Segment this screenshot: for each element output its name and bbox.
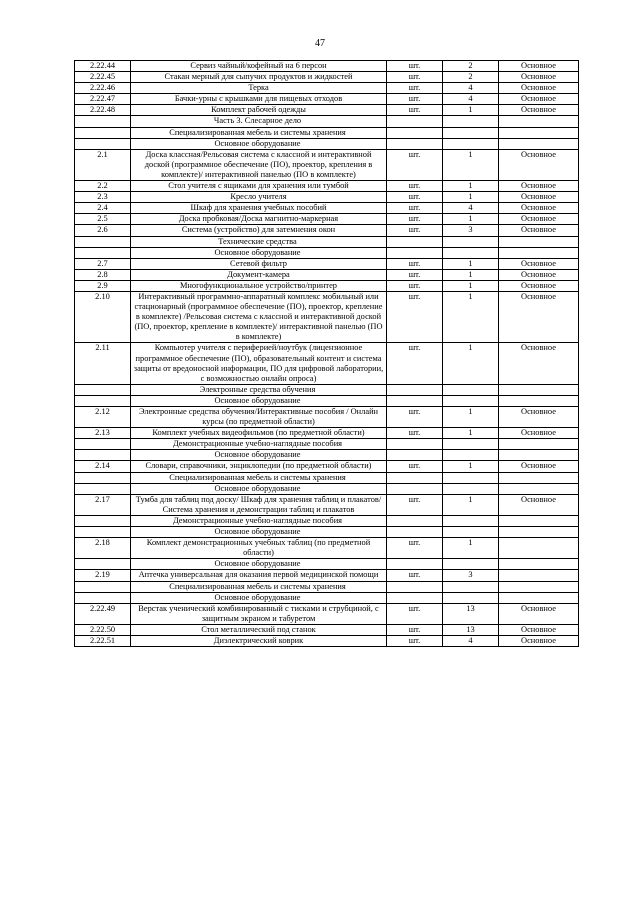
unit-cell xyxy=(387,395,443,406)
item-name-cell: Интерактивный программно-аппаратный комплекс мобильный или стационарный (программное обеспечение (ПО), проектор, крепление в комплекте) /Рельсовая система с классной и интерактивной доской (ПО, проектор, крепление в комплекте)/ интерактивной панелью (ПО в комплекте) xyxy=(131,291,387,342)
equipment-type-cell: Основное xyxy=(499,428,579,439)
item-name-cell: Документ-камера xyxy=(131,269,387,280)
equipment-type-cell xyxy=(499,483,579,494)
equipment-type-cell: Основное xyxy=(499,343,579,384)
quantity-cell: 1 xyxy=(443,269,499,280)
item-name-cell: Шкаф для хранения учебных пособий xyxy=(131,203,387,214)
table-row xyxy=(75,72,579,83)
equipment-type-cell: Основное xyxy=(499,181,579,192)
row-number-cell xyxy=(75,138,131,149)
item-name-cell: Электронные средства обучения xyxy=(131,384,387,395)
unit-cell xyxy=(387,527,443,538)
item-name-cell: Верстак ученический комбинированный с тисками и струбциной, с защитным экраном и табуретом xyxy=(131,603,387,624)
quantity-cell: 1 xyxy=(443,105,499,116)
item-name-cell: Основное оборудование xyxy=(131,559,387,570)
row-number-cell: 2.2 xyxy=(75,181,131,192)
table-row xyxy=(75,291,579,342)
quantity-cell: 4 xyxy=(443,635,499,646)
equipment-type-cell: Основное xyxy=(499,269,579,280)
quantity-cell xyxy=(443,592,499,603)
section-heading-row xyxy=(75,581,579,592)
row-number-cell xyxy=(75,127,131,138)
quantity-cell xyxy=(443,247,499,258)
equipment-type-cell xyxy=(499,439,579,450)
section-heading-row xyxy=(75,384,579,395)
page-number: 47 xyxy=(315,38,325,49)
equipment-type-cell: Основное xyxy=(499,203,579,214)
equipment-type-cell: Основное xyxy=(499,61,579,72)
section-heading-row xyxy=(75,483,579,494)
table-row xyxy=(75,203,579,214)
row-number-cell: 2.22.45 xyxy=(75,72,131,83)
quantity-cell xyxy=(443,395,499,406)
unit-cell: шт. xyxy=(387,61,443,72)
quantity-cell xyxy=(443,116,499,127)
item-name-cell: Демонстрационные учебно-наглядные пособия xyxy=(131,515,387,526)
table-body xyxy=(75,61,579,647)
item-name-cell: Специализированная мебель и системы хранения xyxy=(131,127,387,138)
section-heading-row xyxy=(75,116,579,127)
equipment-type-cell xyxy=(499,559,579,570)
item-name-cell: Стол металлический под станок xyxy=(131,624,387,635)
row-number-cell: 2.12 xyxy=(75,407,131,428)
unit-cell xyxy=(387,236,443,247)
quantity-cell xyxy=(443,450,499,461)
unit-cell: шт. xyxy=(387,280,443,291)
item-name-cell: Система (устройство) для затемнения окон xyxy=(131,225,387,236)
item-name-cell: Комплект учебных видеофильмов (по предметной области) xyxy=(131,428,387,439)
quantity-cell xyxy=(443,581,499,592)
quantity-cell: 4 xyxy=(443,203,499,214)
unit-cell: шт. xyxy=(387,407,443,428)
table-row xyxy=(75,61,579,72)
unit-cell xyxy=(387,581,443,592)
unit-cell: шт. xyxy=(387,291,443,342)
section-heading-row xyxy=(75,472,579,483)
item-name-cell: Сетевой фильтр xyxy=(131,258,387,269)
unit-cell: шт. xyxy=(387,214,443,225)
item-name-cell: Аптечка универсальная для оказания первой медицинской помощи xyxy=(131,570,387,581)
row-number-cell: 2.3 xyxy=(75,192,131,203)
item-name-cell: Комплект демонстрационных учебных таблиц (по предметной области) xyxy=(131,538,387,559)
row-number-cell xyxy=(75,395,131,406)
item-name-cell: Терка xyxy=(131,83,387,94)
equipment-type-cell xyxy=(499,247,579,258)
unit-cell: шт. xyxy=(387,181,443,192)
unit-cell xyxy=(387,138,443,149)
table-row xyxy=(75,149,579,180)
quantity-cell: 1 xyxy=(443,192,499,203)
item-name-cell: Тумба для таблиц под доску/ Шкаф для хранения таблиц и плакатов/Система хранения и демонстрации таблиц и плакатов xyxy=(131,494,387,515)
table-row xyxy=(75,494,579,515)
item-name-cell: Демонстрационные учебно-наглядные пособия xyxy=(131,439,387,450)
unit-cell xyxy=(387,515,443,526)
quantity-cell: 1 xyxy=(443,181,499,192)
row-number-cell: 2.22.50 xyxy=(75,624,131,635)
equipment-type-cell xyxy=(499,116,579,127)
item-name-cell: Кресло учителя xyxy=(131,192,387,203)
quantity-cell: 13 xyxy=(443,603,499,624)
row-number-cell: 2.8 xyxy=(75,269,131,280)
item-name-cell: Доска классная/Рельсовая система с классной и интерактивной доской (программное обеспечение (ПО), проектор, крепления в комплекте)/ интерактивной панелью (ПО в комплекте) xyxy=(131,149,387,180)
equipment-type-cell xyxy=(499,581,579,592)
equipment-type-cell: Основное xyxy=(499,494,579,515)
row-number-cell xyxy=(75,592,131,603)
unit-cell: шт. xyxy=(387,538,443,559)
quantity-cell: 1 xyxy=(443,149,499,180)
item-name-cell: Основное оборудование xyxy=(131,247,387,258)
unit-cell: шт. xyxy=(387,72,443,83)
equipment-type-cell: Основное xyxy=(499,94,579,105)
row-number-cell: 2.22.46 xyxy=(75,83,131,94)
quantity-cell: 1 xyxy=(443,407,499,428)
unit-cell: шт. xyxy=(387,624,443,635)
item-name-cell: Словари, справочники, энциклопедии (по предметной области) xyxy=(131,461,387,472)
table-row xyxy=(75,603,579,624)
row-number-cell: 2.1 xyxy=(75,149,131,180)
row-number-cell xyxy=(75,384,131,395)
item-name-cell: Сервиз чайный/кофейный на 6 персон xyxy=(131,61,387,72)
unit-cell xyxy=(387,127,443,138)
item-name-cell: Доска пробковая/Доска магнитно-маркерная xyxy=(131,214,387,225)
unit-cell: шт. xyxy=(387,461,443,472)
item-name-cell: Основное оборудование xyxy=(131,483,387,494)
table-row xyxy=(75,83,579,94)
row-number-cell xyxy=(75,483,131,494)
row-number-cell: 2.6 xyxy=(75,225,131,236)
quantity-cell: 2 xyxy=(443,61,499,72)
section-heading-row xyxy=(75,450,579,461)
item-name-cell: Технические средства xyxy=(131,236,387,247)
quantity-cell: 1 xyxy=(443,258,499,269)
item-name-cell: Основное оборудование xyxy=(131,592,387,603)
equipment-type-cell xyxy=(499,384,579,395)
row-number-cell: 2.22.44 xyxy=(75,61,131,72)
item-name-cell: Основное оборудование xyxy=(131,527,387,538)
row-number-cell: 2.4 xyxy=(75,203,131,214)
section-heading-row xyxy=(75,515,579,526)
item-name-cell: Основное оборудование xyxy=(131,395,387,406)
equipment-type-cell xyxy=(499,395,579,406)
item-name-cell: Специализированная мебель и системы хранения xyxy=(131,472,387,483)
table-row xyxy=(75,624,579,635)
unit-cell xyxy=(387,450,443,461)
equipment-type-cell: Основное xyxy=(499,624,579,635)
quantity-cell xyxy=(443,138,499,149)
item-name-cell: Часть 3. Слесарное дело xyxy=(131,116,387,127)
unit-cell: шт. xyxy=(387,494,443,515)
unit-cell xyxy=(387,592,443,603)
section-heading-row xyxy=(75,439,579,450)
item-name-cell: Компьютер учителя с периферией/ноутбук (лицензионное программное обеспечение (ПО), образовательный контент и система защиты от вредоносной информации, ПО для цифровой лаборатории, с возможностью онлайн опроса) xyxy=(131,343,387,384)
row-number-cell: 2.17 xyxy=(75,494,131,515)
unit-cell: шт. xyxy=(387,428,443,439)
row-number-cell: 2.22.47 xyxy=(75,94,131,105)
quantity-cell xyxy=(443,472,499,483)
equipment-type-cell xyxy=(499,236,579,247)
unit-cell: шт. xyxy=(387,192,443,203)
unit-cell: шт. xyxy=(387,603,443,624)
row-number-cell xyxy=(75,472,131,483)
row-number-cell xyxy=(75,515,131,526)
table-row xyxy=(75,192,579,203)
table-row xyxy=(75,461,579,472)
row-number-cell: 2.9 xyxy=(75,280,131,291)
unit-cell: шт. xyxy=(387,83,443,94)
unit-cell: шт. xyxy=(387,343,443,384)
section-heading-row xyxy=(75,138,579,149)
row-number-cell xyxy=(75,581,131,592)
table-row xyxy=(75,269,579,280)
item-name-cell: Специализированная мебель и системы хранения xyxy=(131,581,387,592)
quantity-cell xyxy=(443,439,499,450)
table-row xyxy=(75,343,579,384)
quantity-cell: 1 xyxy=(443,494,499,515)
section-heading-row xyxy=(75,236,579,247)
quantity-cell: 3 xyxy=(443,570,499,581)
quantity-cell: 4 xyxy=(443,94,499,105)
row-number-cell: 2.13 xyxy=(75,428,131,439)
row-number-cell: 2.10 xyxy=(75,291,131,342)
row-number-cell: 2.11 xyxy=(75,343,131,384)
row-number-cell: 2.22.51 xyxy=(75,635,131,646)
unit-cell: шт. xyxy=(387,149,443,180)
equipment-type-cell xyxy=(499,127,579,138)
item-name-cell: Многофункциональное устройство/принтер xyxy=(131,280,387,291)
quantity-cell xyxy=(443,515,499,526)
table-row xyxy=(75,181,579,192)
unit-cell: шт. xyxy=(387,269,443,280)
unit-cell xyxy=(387,472,443,483)
unit-cell: шт. xyxy=(387,258,443,269)
unit-cell xyxy=(387,247,443,258)
equipment-type-cell: Основное xyxy=(499,280,579,291)
equipment-type-cell: Основное xyxy=(499,105,579,116)
item-name-cell: Стол учителя с ящиками для хранения или тумбой xyxy=(131,181,387,192)
unit-cell xyxy=(387,116,443,127)
unit-cell xyxy=(387,483,443,494)
row-number-cell: 2.14 xyxy=(75,461,131,472)
unit-cell: шт. xyxy=(387,225,443,236)
equipment-type-cell: Основное xyxy=(499,635,579,646)
row-number-cell: 2.18 xyxy=(75,538,131,559)
unit-cell: шт. xyxy=(387,94,443,105)
unit-cell: шт. xyxy=(387,570,443,581)
row-number-cell: 2.22.48 xyxy=(75,105,131,116)
row-number-cell: 2.5 xyxy=(75,214,131,225)
equipment-type-cell xyxy=(499,538,579,559)
row-number-cell xyxy=(75,439,131,450)
item-name-cell: Основное оборудование xyxy=(131,138,387,149)
table-row xyxy=(75,214,579,225)
quantity-cell xyxy=(443,236,499,247)
equipment-type-cell: Основное xyxy=(499,214,579,225)
unit-cell xyxy=(387,559,443,570)
equipment-type-cell: Основное xyxy=(499,291,579,342)
item-name-cell: Электронные средства обучения/Интерактивные пособия / Онлайн курсы (по предметной области) xyxy=(131,407,387,428)
section-heading-row xyxy=(75,127,579,138)
section-heading-row xyxy=(75,527,579,538)
equipment-type-cell xyxy=(499,592,579,603)
equipment-type-cell: Основное xyxy=(499,225,579,236)
equipment-type-cell: Основное xyxy=(499,603,579,624)
row-number-cell: 2.22.49 xyxy=(75,603,131,624)
unit-cell: шт. xyxy=(387,105,443,116)
equipment-type-cell: Основное xyxy=(499,407,579,428)
equipment-type-cell: Основное xyxy=(499,72,579,83)
quantity-cell: 1 xyxy=(443,343,499,384)
quantity-cell xyxy=(443,384,499,395)
quantity-cell xyxy=(443,127,499,138)
quantity-cell: 13 xyxy=(443,624,499,635)
quantity-cell: 4 xyxy=(443,83,499,94)
equipment-type-cell: Основное xyxy=(499,83,579,94)
item-name-cell: Бачки-урны с крышками для пищевых отходов xyxy=(131,94,387,105)
quantity-cell: 2 xyxy=(443,72,499,83)
row-number-cell xyxy=(75,236,131,247)
row-number-cell xyxy=(75,559,131,570)
equipment-type-cell xyxy=(499,450,579,461)
row-number-cell: 2.7 xyxy=(75,258,131,269)
equipment-type-cell xyxy=(499,138,579,149)
unit-cell: шт. xyxy=(387,635,443,646)
table-row xyxy=(75,428,579,439)
row-number-cell xyxy=(75,116,131,127)
unit-cell xyxy=(387,439,443,450)
row-number-cell xyxy=(75,450,131,461)
table-row xyxy=(75,280,579,291)
table-row xyxy=(75,635,579,646)
item-name-cell: Комплект рабочей одежды xyxy=(131,105,387,116)
table-row xyxy=(75,570,579,581)
table-row xyxy=(75,407,579,428)
row-number-cell: 2.19 xyxy=(75,570,131,581)
equipment-type-cell xyxy=(499,570,579,581)
quantity-cell: 1 xyxy=(443,291,499,342)
quantity-cell: 3 xyxy=(443,225,499,236)
table-row xyxy=(75,225,579,236)
table-row xyxy=(75,105,579,116)
table-row xyxy=(75,94,579,105)
section-heading-row xyxy=(75,247,579,258)
equipment-table xyxy=(74,60,579,647)
quantity-cell: 1 xyxy=(443,461,499,472)
quantity-cell: 1 xyxy=(443,538,499,559)
quantity-cell xyxy=(443,559,499,570)
section-heading-row xyxy=(75,559,579,570)
equipment-type-cell: Основное xyxy=(499,192,579,203)
quantity-cell xyxy=(443,483,499,494)
equipment-type-cell xyxy=(499,527,579,538)
equipment-type-cell xyxy=(499,515,579,526)
quantity-cell: 1 xyxy=(443,428,499,439)
equipment-type-cell: Основное xyxy=(499,258,579,269)
item-name-cell: Основное оборудование xyxy=(131,450,387,461)
equipment-type-cell: Основное xyxy=(499,461,579,472)
table-row xyxy=(75,538,579,559)
row-number-cell xyxy=(75,247,131,258)
item-name-cell: Диэлектрический коврик xyxy=(131,635,387,646)
equipment-type-cell xyxy=(499,472,579,483)
table-row xyxy=(75,258,579,269)
row-number-cell xyxy=(75,527,131,538)
quantity-cell xyxy=(443,527,499,538)
unit-cell xyxy=(387,384,443,395)
quantity-cell: 1 xyxy=(443,280,499,291)
equipment-type-cell: Основное xyxy=(499,149,579,180)
quantity-cell: 1 xyxy=(443,214,499,225)
unit-cell: шт. xyxy=(387,203,443,214)
item-name-cell: Стакан мерный для сыпучих продуктов и жидкостей xyxy=(131,72,387,83)
section-heading-row xyxy=(75,395,579,406)
section-heading-row xyxy=(75,592,579,603)
